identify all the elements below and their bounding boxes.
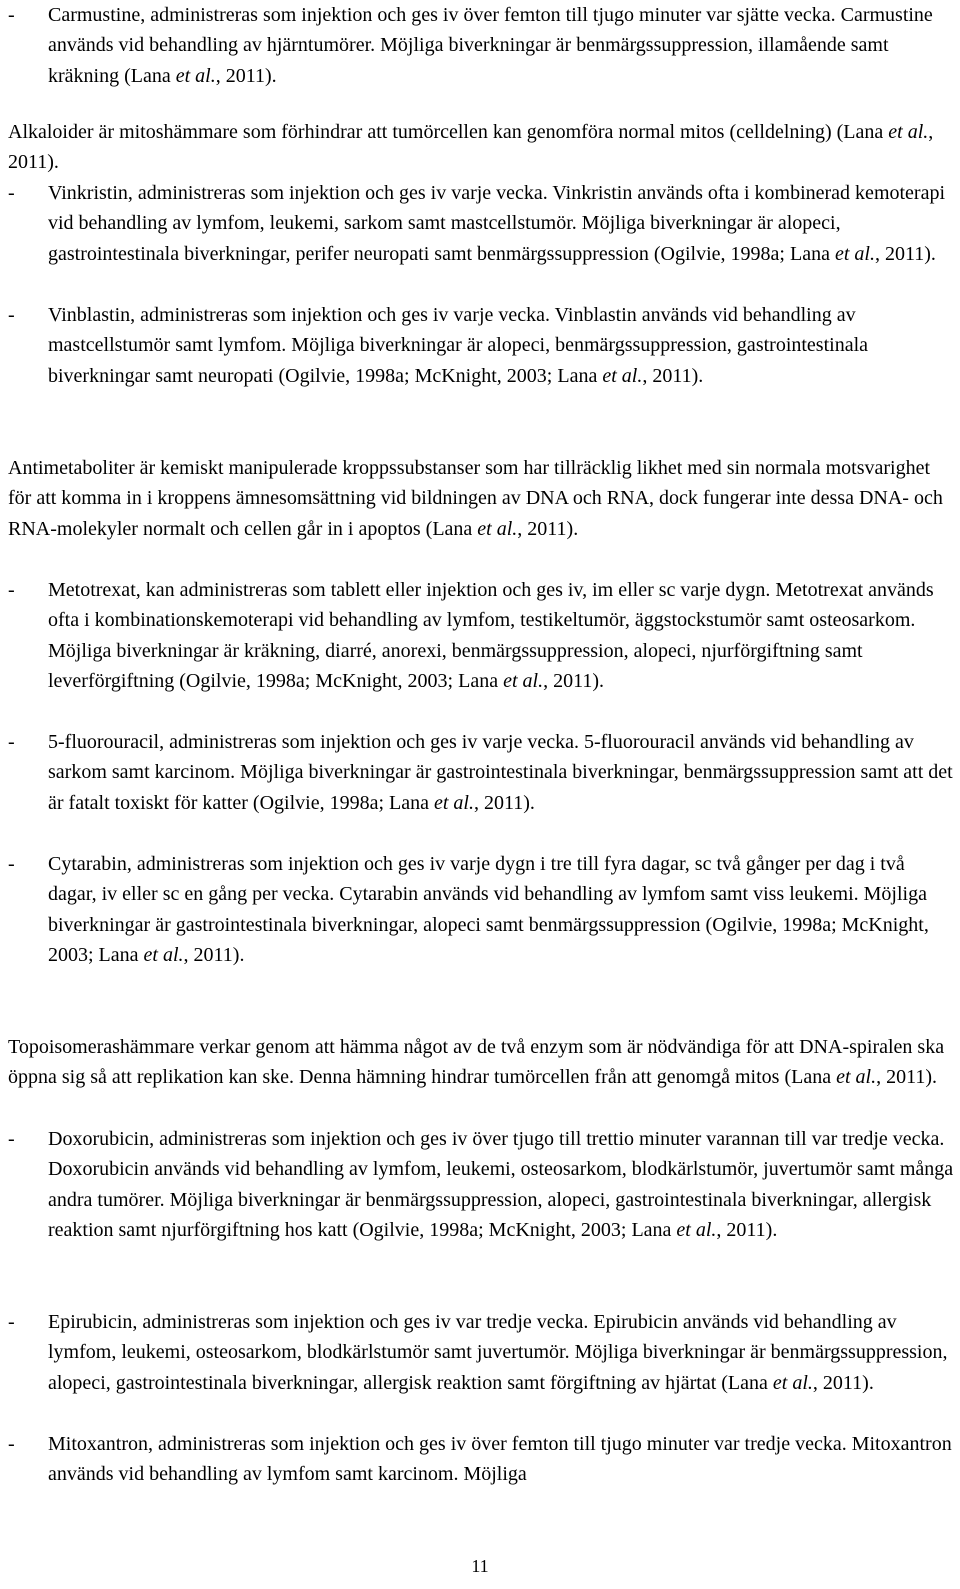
page-number: 11 xyxy=(471,1556,489,1576)
citation-et-al: et al. xyxy=(602,364,643,387)
list-item-text: Carmustine, administreras som injektion och ges iv över femton till tjugo minuter var sjätte vecka. Carmustine används vid behandling av hjärntumörer. Möjliga biverkningar är benmärgssuppression, illamående samt kräkning (Lana et al., 2011). xyxy=(48,4,933,87)
paragraph-antimetaboliter: Antimetaboliter är kemiskt manipulerade kroppssubstanser som har tillräcklig likhet med sin normala motsvarighet för att komma in i kroppens ämnesomsättning vid bildningen av DNA och RNA, dock fungerar inte dessa DNA- och RNA-molekyler normalt och cellen går in i apoptos (Lana et al., 2011). xyxy=(8,457,943,540)
citation-et-al: et al. xyxy=(836,1066,877,1089)
list-dash: - xyxy=(8,579,15,601)
list-item-text: Vinblastin, administreras som injektion och ges iv varje vecka. Vinblastin används vid behandling av mastcellstumör samt lymfom. Möjliga biverkningar är alopeci, benmärgssuppression, gastrointestinala biverkningar samt neuropati (Ogilvie, 1998a; McKnight, 2003; Lana et al., 2011). xyxy=(48,304,869,387)
list-item-metotrexat xyxy=(8,575,954,697)
citation-et-al: et al. xyxy=(143,944,184,967)
list-item-vinblastin xyxy=(8,300,954,391)
list-dash: - xyxy=(8,182,15,204)
citation-et-al: et al. xyxy=(433,791,474,814)
list-item-text: Metotrexat, kan administreras som tablett eller injektion och ges iv, im eller sc varje dygn. Metotrexat används ofta i kombinationskemoterapi vid behandling av lymfom, testikeltumör, äggstockstumör samt osteosarkom. Möjliga biverkningar är kräkning, diarré, anorexi, benmärgssuppression, alopeci, njurförgiftning samt leverförgiftning (Ogilvie, 1998a; McKnight, 2003; Lana et al., 2011). xyxy=(48,579,934,693)
list-dash: - xyxy=(8,1311,15,1333)
list-item-text: Doxorubicin, administreras som injektion och ges iv över tjugo till trettio minuter varannan till var tredje vecka. Doxorubicin används vid behandling av lymfom, leukemi, osteosarkom, blodkärlstumör, juvertumör samt många andra tumörer. Möjliga biverkningar är benmärgssuppression, alopeci, gastrointestinala biverkningar, allergisk reaktion samt njurförgiftning hos katt (Ogilvie, 1998a; McKnight, 2003; Lana et al., 2011). xyxy=(48,1128,954,1242)
citation-et-al: et al. xyxy=(834,242,875,265)
list-item-mitoxantron xyxy=(8,1429,954,1490)
list-item-fluorouracil xyxy=(8,727,954,818)
list-dash: - xyxy=(8,1433,15,1455)
list-dash: - xyxy=(8,731,15,753)
list-item-cytarabin xyxy=(8,849,954,971)
list-item-text: Cytarabin, administreras som injektion och ges iv varje dygn i tre till fyra dagar, sc två gånger per dag i två dagar, iv eller sc en gång per vecka. Cytarabin används vid behandling av lymfom samt viss leukemi. Möjliga biverkningar är gastrointestinala biverkningar, alopeci samt benmärgssuppression (Ogilvie, 1998a; McKnight, 2003; Lana et al., 2011). xyxy=(48,853,929,967)
citation-et-al: et al. xyxy=(503,670,544,693)
citation-et-al: et al. xyxy=(772,1371,813,1394)
list-item-text: Epirubicin, administreras som injektion och ges iv var tredje vecka. Epirubicin används vid behandling av lymfom, leukemi, osteosarkom, blodkärlstumör samt juvertumör. Möjliga biverkningar är benmärgssuppression, alopeci, gastrointestinala biverkningar, allergisk reaktion samt förgiftning av hjärtat (Lana et al., 2011). xyxy=(48,1311,948,1394)
list-item-vinkristin xyxy=(8,178,954,269)
citation-et-al: et al. xyxy=(175,64,216,87)
list-dash: - xyxy=(8,4,15,26)
list-item-text: Vinkristin, administreras som injektion och ges iv varje vecka. Vinkristin används ofta i kombinerad kemoterapi vid behandling av lymfom, leukemi, sarkom samt mastcellstumör. Möjliga biverkningar är alopeci, gastrointestinala biverkningar, perifer neuropati samt benmärgssuppression (Ogilvie, 1998a; Lana et al., 2011). xyxy=(48,182,946,265)
list-item-text: Mitoxantron, administreras som injektion och ges iv över femton till tjugo minuter var tredje vecka. Mitoxantron används vid behandling av lymfom samt karcinom. Möjliga xyxy=(48,1433,952,1486)
citation-et-al: et al. xyxy=(888,121,929,143)
list-dash: - xyxy=(8,1128,15,1150)
list-item-carmustine xyxy=(8,0,954,91)
citation-et-al: et al. xyxy=(676,1219,717,1242)
list-item-doxorubicin xyxy=(8,1124,954,1246)
paragraph-topoisomerashammare: Topoisomerashämmare verkar genom att hämma något av de två enzym som är nödvändiga för att DNA-spiralen ska öppna sig så att replikation kan ske. Denna hämning hindrar tumörcellen från att genomgå mitos (Lana et al., 2011). xyxy=(8,1036,945,1089)
paragraph-alkaloider: Alkaloider är mitoshämmare som förhindrar att tumörcellen kan genomföra normal mitos (celldelning) (Lana et al., 2011). xyxy=(8,121,934,174)
list-dash: - xyxy=(8,853,15,875)
list-dash: - xyxy=(8,304,15,326)
list-item-text: 5-fluorouracil, administreras som injektion och ges iv varje vecka. 5-fluorouracil används vid behandling av sarkom samt karcinom. Möjliga biverkningar är gastrointestinala biverkningar, benmärgssuppression samt att det är fatalt toxiskt för katter (Ogilvie, 1998a; Lana et al., 2011). xyxy=(48,731,953,814)
citation-et-al: et al. xyxy=(477,517,518,540)
list-item-epirubicin xyxy=(8,1307,954,1398)
